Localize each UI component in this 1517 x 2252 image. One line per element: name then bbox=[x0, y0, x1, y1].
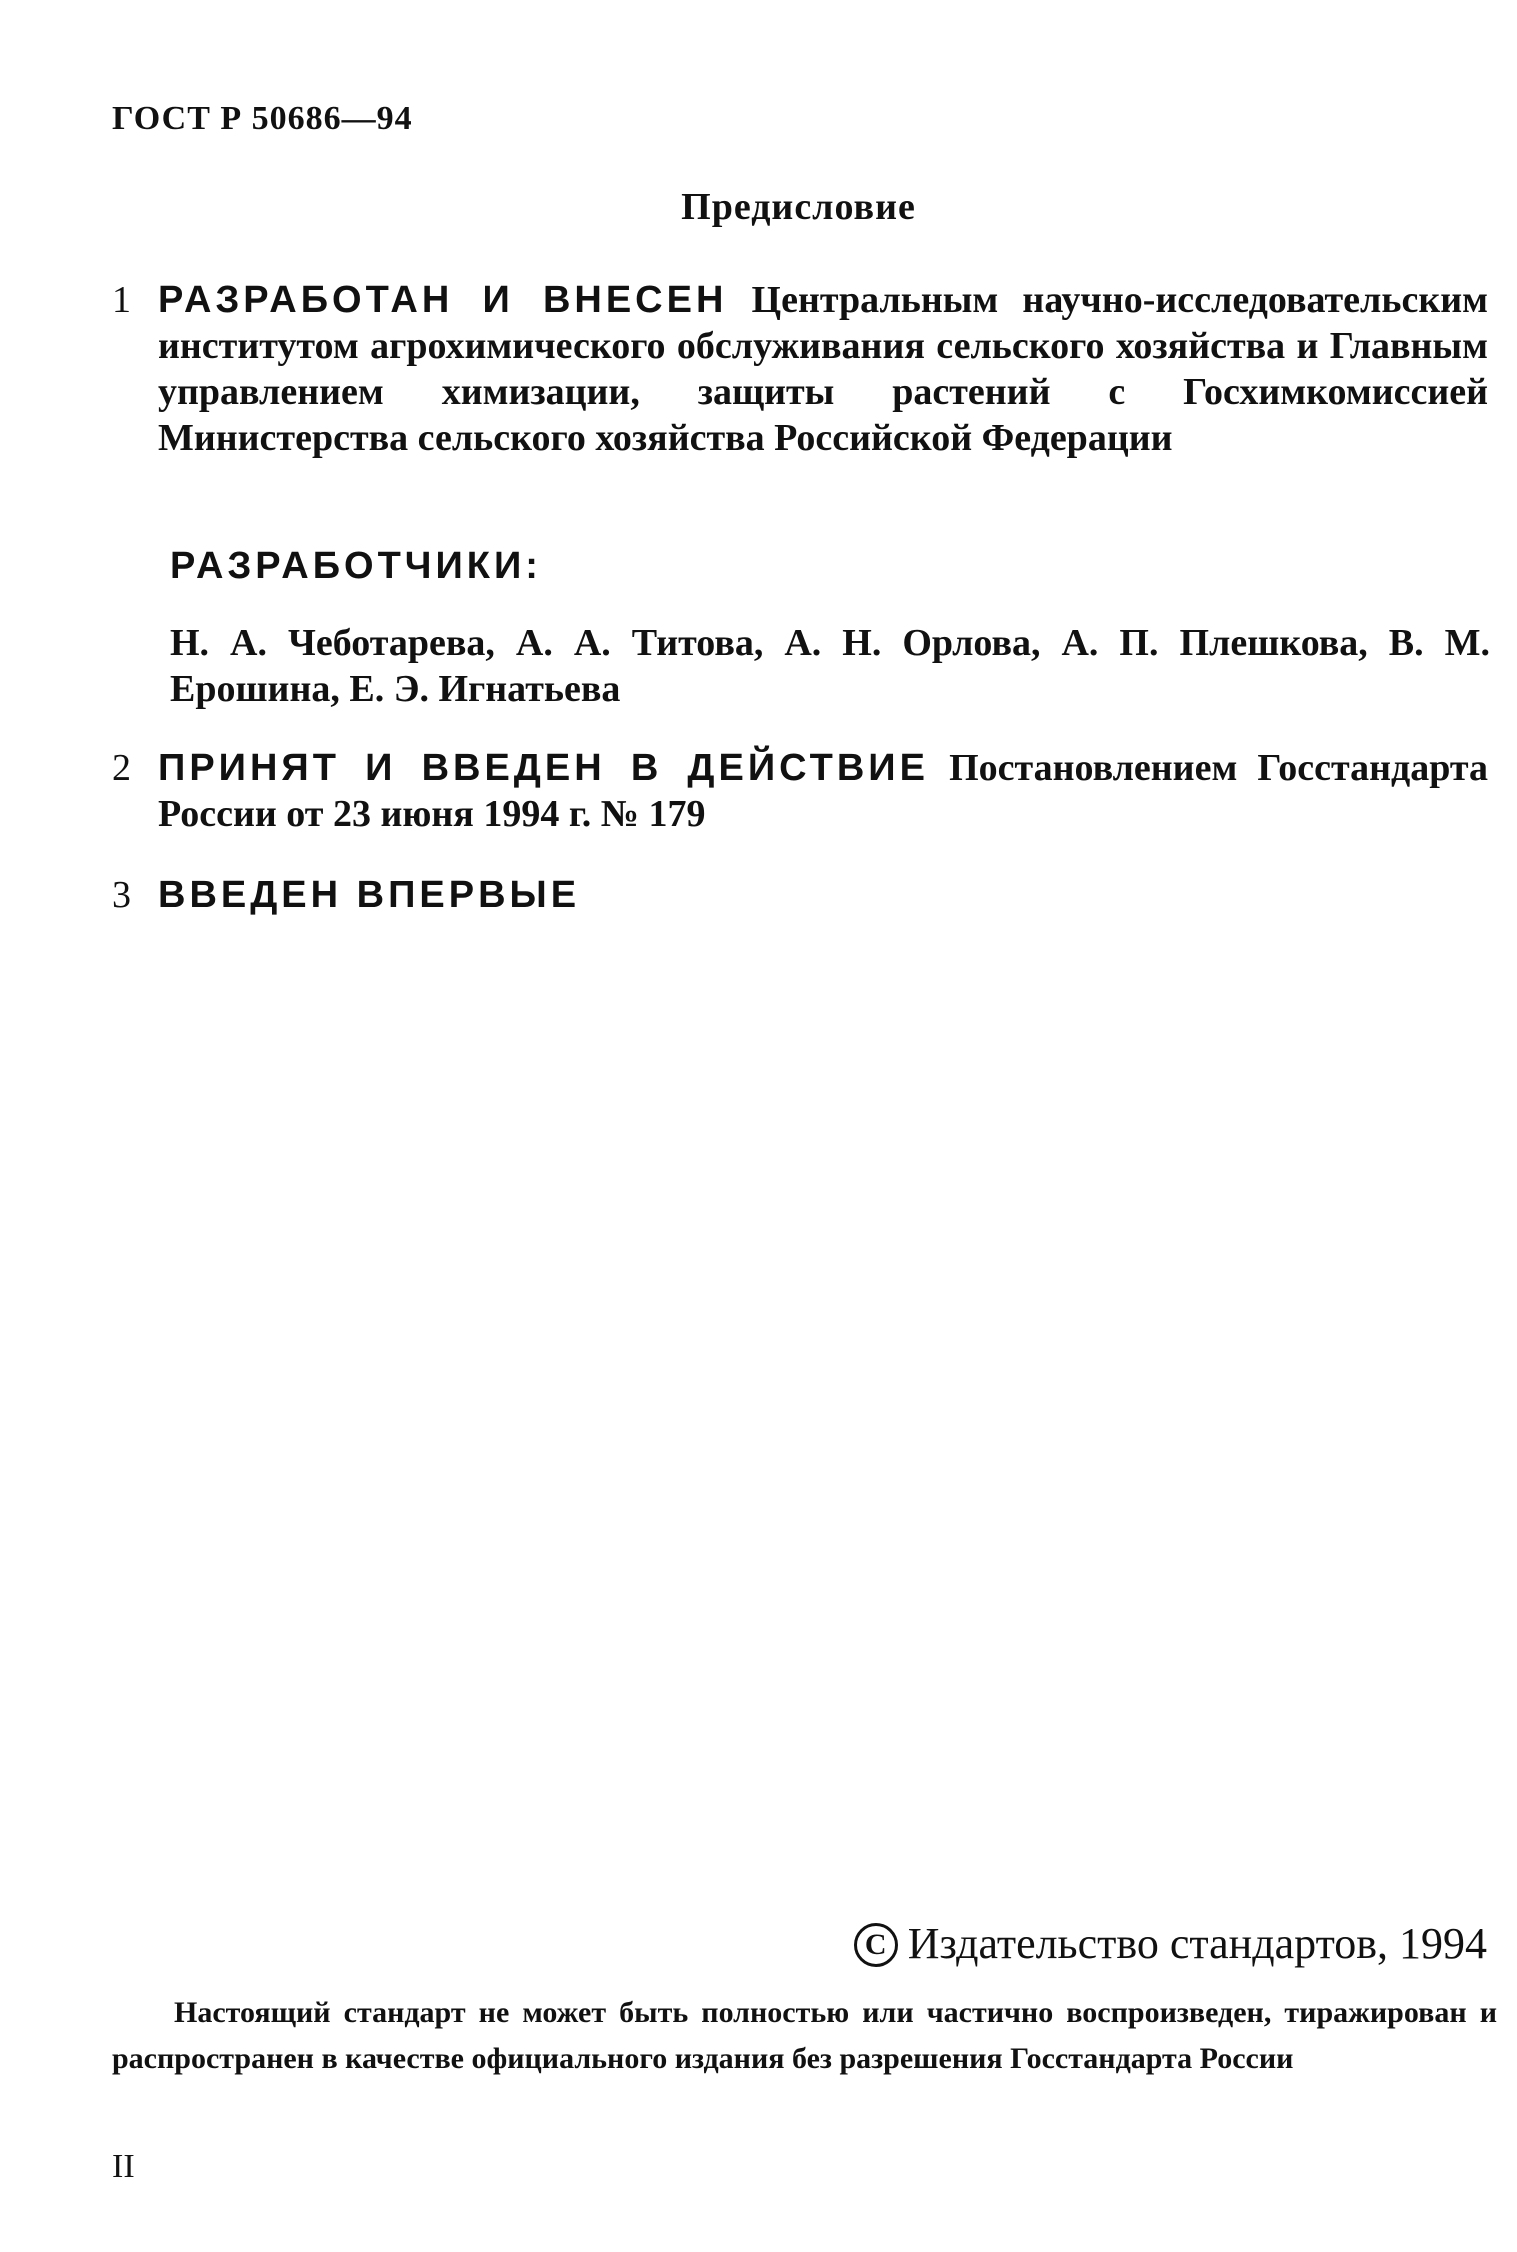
item-text: Постановлением Госстандарта России от 23 июня 1994 г. № 179 bbox=[158, 747, 1489, 835]
item-caps-text: ПРИНЯТ И ВВЕДЕН В ДЕЙСТВИЕ bbox=[158, 747, 929, 789]
foreword-title: Предисловие bbox=[681, 186, 916, 228]
item-number: 3 bbox=[112, 874, 131, 916]
foreword-item-2 bbox=[112, 745, 1492, 837]
foreword-item-3 bbox=[112, 872, 1492, 918]
foreword-item-1 bbox=[112, 277, 1492, 461]
copyright-line bbox=[854, 1918, 1487, 1969]
item-number: 2 bbox=[112, 747, 131, 789]
reproduction-notice: Настоящий стандарт не может быть полностью или частично воспроизведен, тиражирован и распространен в качестве официального издания без разрешения Госстандарта России bbox=[112, 1996, 1497, 2075]
developers-heading: РАЗРАБОТЧИКИ: bbox=[170, 545, 542, 587]
copyright-icon: C bbox=[854, 1923, 898, 1967]
item-number: 1 bbox=[112, 279, 131, 321]
document-code: ГОСТ Р 50686—94 bbox=[112, 100, 413, 137]
item-caps-text: ВВЕДЕН ВПЕРВЫЕ bbox=[158, 874, 581, 916]
item-text: Центральным научно-исследовательским институтом агрохимического обслуживания сельского хозяйства и Главным управлением химизации, защиты растений с Госхимкомиссией Министерства сельского хозяйства Российской Федерации bbox=[158, 279, 1488, 459]
developers-list: Н. А. Чеботарева, А. А. Титова, А. Н. Орлова, А. П. Плешкова, В. М. Ерошина, Е. Э. Игнатьева bbox=[170, 622, 1490, 710]
item-caps-text: РАЗРАБОТАН И ВНЕСЕН bbox=[158, 279, 728, 321]
page-number: II bbox=[112, 2148, 135, 2185]
copyright-text: Издательство стандартов, 1994 bbox=[907, 1919, 1487, 1968]
